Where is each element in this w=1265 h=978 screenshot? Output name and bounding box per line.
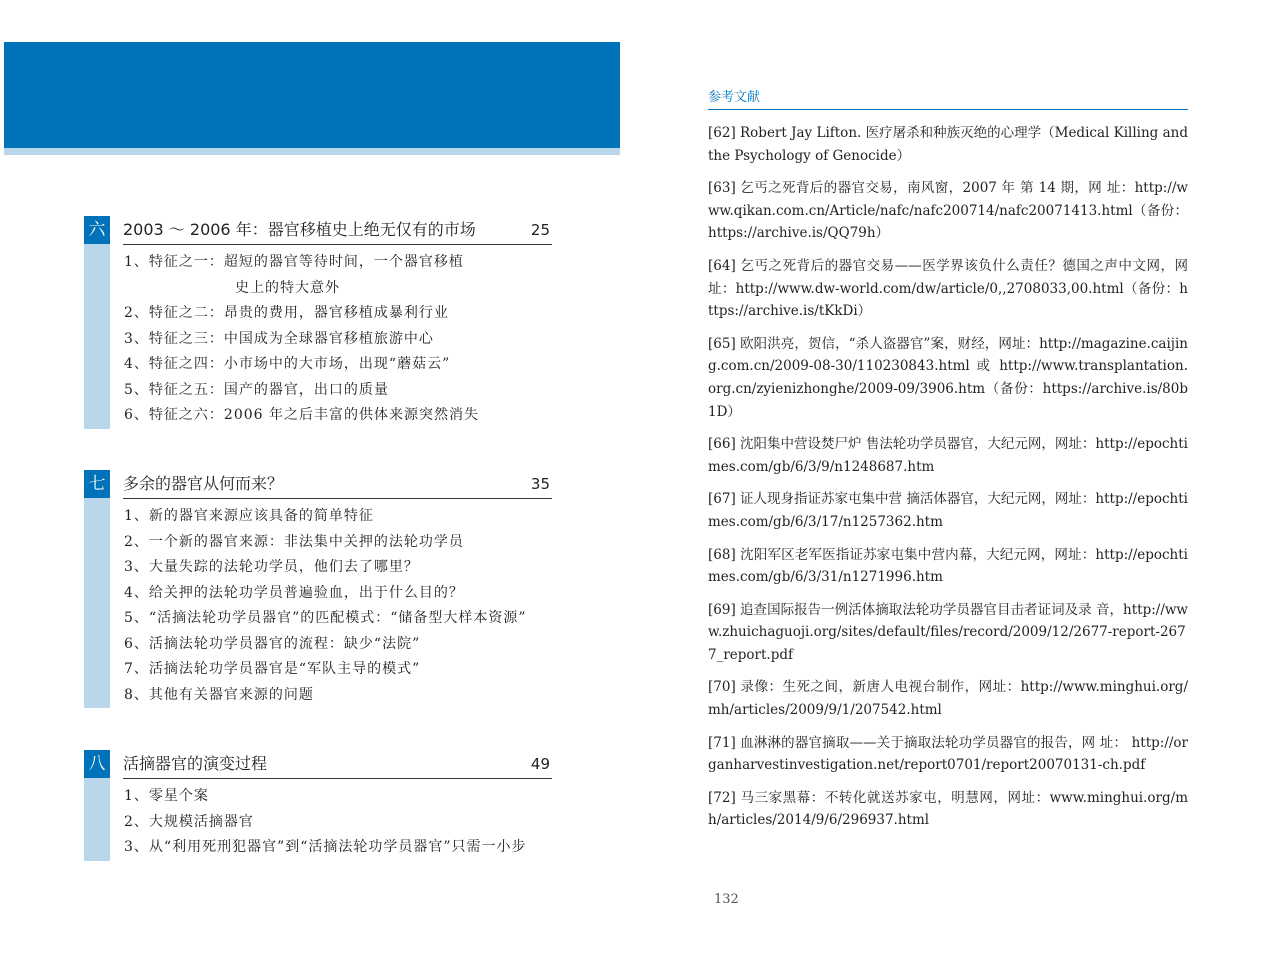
header-banner-shadow <box>4 148 620 155</box>
toc-item: 3、从“利用死刑犯器官”到“活摘法轮功学员器官”只需一小步 <box>124 839 527 855</box>
section-title: 活摘器官的演变过程 <box>123 754 268 773</box>
reference-item: [68] 沈阳军区老军医指证苏家屯集中营内幕，大纪元网，网址：http://epochtimes.com/gb/6/3/31/n1271996.htm <box>708 546 1188 586</box>
toc-item: 1、零星个案 <box>124 788 209 804</box>
toc-item: 5、“活摘法轮功学员器官”的匹配模式：“储备型大样本资源” <box>124 610 527 626</box>
section-number: 七 <box>84 470 110 498</box>
toc-item: 3、特征之三：中国成为全球器官移植旅游中心 <box>124 330 434 347</box>
section-body <box>84 504 552 708</box>
toc-section-7 <box>84 470 552 708</box>
reference-item: [63] 乞丐之死背后的器官交易，南风窗，2007 年 第 14 期，网 址：http://www.qikan.com.cn/Article/nafc/nafc200714/nafc20071413.html（备份：https://archive.is/QQ79h） <box>708 180 1188 242</box>
section-heading <box>84 470 552 498</box>
reference-item: [71] 血淋淋的器官摘取——关于摘取法轮功学员器官的报告，网 址： http://organharvestinvestigation.net/report0701/report20070131-ch.pdf <box>708 734 1188 774</box>
section-title: 多余的器官从何而来？ <box>123 474 284 493</box>
toc-item-text: 1、特征之一：超短的器官等待时间，一个器官移植 <box>124 254 464 270</box>
reference-item: [64] 乞丐之死背后的器官交易——医学界该负什么责任？德国之声中文网，网址：http://www.dw-world.com/dw/article/0,,2708033,00.html（备份：https://archive.is/tKkDi） <box>708 257 1188 320</box>
toc-item: 4、给关押的法轮功学员普遍验血，出于什么目的？ <box>124 584 464 601</box>
toc-list <box>84 250 552 429</box>
toc-item: 5、特征之五：国产的器官，出口的质量 <box>124 381 389 398</box>
section-heading <box>84 216 552 244</box>
toc-item: 3、大量失踪的法轮功学员，他们去了哪里？ <box>124 559 419 575</box>
toc-item: 2、特征之二：昂贵的费用，器官移植成暴利行业 <box>124 305 449 321</box>
section-side-bar <box>84 244 110 429</box>
left-page <box>0 0 632 978</box>
section-side-bar <box>84 498 110 708</box>
right-page <box>632 0 1265 978</box>
section-rule <box>123 498 552 499</box>
reference-item: [72] 马三家黑幕：不转化就送苏家屯，明慧网，网址：www.minghui.org/mh/articles/2014/9/6/296937.html <box>708 789 1188 829</box>
section-body <box>84 784 552 861</box>
toc-item: 2、大规模活摘器官 <box>124 813 254 830</box>
section-number: 六 <box>84 216 110 244</box>
page-number: 132 <box>714 892 739 907</box>
reference-list <box>708 122 1188 842</box>
reference-item: [69] 追查国际报告一例活体摘取法轮功学员器官目击者证词及录 音，http://www.zhuichaguoji.org/sites/default/files/record/2009/12/2677-report-2677_report.pdf <box>708 601 1188 663</box>
section-number: 八 <box>84 750 110 778</box>
section-heading <box>84 750 552 778</box>
reference-item: [70] 录像：生死之间，新唐人电视台制作，网址：http://www.minghui.org/mh/articles/2009/9/1/207542.html <box>708 679 1188 719</box>
section-title: 2003 ～ 2006 年：器官移植史上绝无仅有的市场 <box>123 220 476 239</box>
section-page-number: 35 <box>530 475 550 493</box>
toc-item: 7、活摘法轮功学员器官是“军队主导的模式” <box>124 661 421 677</box>
toc-item-continuation: 史上的特大意外 <box>235 279 340 296</box>
references-header: 参考文献 <box>708 86 1188 110</box>
toc-item: 8、其他有关器官来源的问题 <box>124 686 314 703</box>
section-side-bar <box>84 778 110 861</box>
section-page-number: 49 <box>530 755 550 773</box>
reference-item: [66] 沈阳集中营设焚尸炉 售法轮功学员器官，大纪元网，网址：http://epochtimes.com/gb/6/3/9/n1248687.htm <box>708 436 1188 475</box>
toc-list <box>84 504 552 708</box>
reference-item: [62] Robert Jay Lifton. 医疗屠杀和种族灭绝的心理学（Medical Killing and the Psychology of Genocide） <box>708 125 1188 164</box>
section-page-number: 25 <box>530 221 550 239</box>
reference-item: [67] 证人现身指证苏家屯集中营 摘活体器官，大纪元网，网址：http://epochtimes.com/gb/6/3/17/n1257362.htm <box>708 491 1188 530</box>
reference-item: [65] 欧阳洪亮，贺信，“杀人盗器官”案，财经，网址：http://magazine.caijing.com.cn/2009-08-30/110230843.html 或 http://www.transplantation.org.cn/zyienizhonghe/2009-09/3906.htm（备份：https://archive.is/80b1D） <box>708 335 1188 420</box>
header-banner <box>4 42 620 148</box>
section-rule <box>123 244 552 245</box>
toc-item <box>124 250 552 301</box>
toc-section-6 <box>84 216 552 429</box>
toc-item: 6、特征之六：2006 年之后丰富的供体来源突然消失 <box>124 407 479 423</box>
toc-item: 2、一个新的器官来源：非法集中关押的法轮功学员 <box>124 533 464 550</box>
toc-list <box>84 784 552 861</box>
section-body <box>84 250 552 429</box>
toc-item: 4、特征之四：小市场中的大市场，出现“蘑菇云” <box>124 356 451 372</box>
toc-item: 1、新的器官来源应该具备的简单特征 <box>124 508 374 524</box>
toc-section-8 <box>84 750 552 861</box>
toc-item: 6、活摘法轮功学员器官的流程：缺少“法院” <box>124 635 421 652</box>
section-rule <box>123 778 552 779</box>
